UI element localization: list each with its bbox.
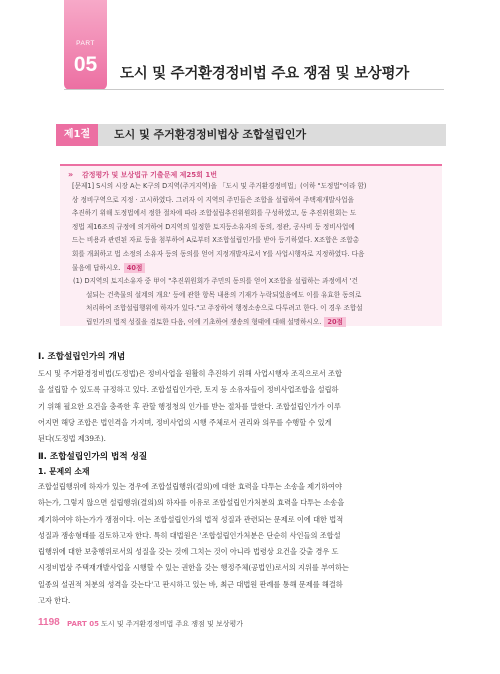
exam-question-line: 추진하기 위해 도정법에서 정한 절차에 따라 조합설립추진위원회를 구성하였고, 동 추진위원회는 도	[72, 209, 357, 218]
exam-body	[72, 180, 436, 330]
exam-subquestion-line: 처리하여 조합설립행위에 하자가 있다."고 주장하여 행정소송으로 다투려고 한다. 이 경우 조합설	[86, 304, 363, 313]
section-2-line: 일종의 설권적 처분의 성격을 갖는다'고 판시하고 있는 바, 최근 대법원 판례를 통해 문제를 해결하	[38, 579, 343, 589]
exam-subquestion-line	[72, 275, 436, 289]
subquestion-points-badge: 20점	[324, 317, 346, 327]
section-2-line: 고자 한다.	[38, 596, 71, 606]
section-heading	[56, 124, 446, 146]
section-2-line: 하는가, 그렇지 않으면 설립행위(결의)의 하자를 이유로 조합설립인가처분의 효력을 다투는 소송을	[38, 498, 345, 508]
section-2-heading: Ⅱ. 조합설립인가의 법적 성질	[38, 452, 148, 462]
part-tab	[64, 0, 107, 90]
section-title: 도시 및 주거환경정비법상 조합설립인가	[114, 128, 307, 141]
section-1-line: 된다(도정법 제39조).	[38, 434, 106, 444]
section-1-line: 기 위해 필요한 요건을 충족한 후 관할 행정청의 인가를 받는 절차를 말한다. 조합설립인가가 이루	[38, 401, 341, 411]
part-divider	[64, 89, 444, 90]
exam-question-line: 상 정비구역으로 지정 · 고시하였다. 그러자 이 지역의 주민들은 조합을 설립하여 주택재개발사업을	[72, 195, 355, 204]
section-2	[38, 450, 458, 609]
footer-title: 도시 및 주거환경정비법 주요 쟁점 및 보상평가	[101, 620, 244, 628]
subquestion-marker: (1)	[73, 277, 83, 286]
section-2-line: 제기하여야 하는가가 쟁점이다. 이는 조합설립인가의 법적 성질과 관련되는 문제로 이에 대한 법적	[38, 514, 344, 524]
exam-question-line-last	[72, 262, 436, 276]
section-2-line: 조합설립행위에 하자가 있는 경우에 조합설립행위(결의)에 대한 효력을 다투는 소송을 제기하여야	[38, 482, 342, 491]
running-footer	[67, 619, 243, 629]
part-number: 05	[73, 53, 98, 76]
exam-subquestion-line-last	[72, 316, 436, 330]
section-1	[38, 350, 458, 447]
section-2-line: 성질과 쟁송형태를 검토하고자 한다. 특히 대법원은 '조합설립인가처분은 단순히 사인들의 조합설	[38, 530, 341, 540]
double-chevron-icon: »	[68, 170, 74, 179]
section-2-line: 시정비법상 주택재개발사업을 시행할 수 있는 권한을 갖는 행정주체(공법인)로서의 지위를 부여하는	[38, 563, 349, 573]
part-label: PART	[76, 40, 95, 47]
exam-subquestion-line: 설되는 건축물의 설계의 개요' 등에 관한 항목 내용의 기재가 누락되었음에도 이를 유효한 동의로	[86, 290, 362, 299]
subquestion-text: 립인가의 법적 성질을 검토한 다음, 이에 기초하여 쟁송의 형태에 대해 설명하시오.	[86, 317, 322, 326]
exam-question-box	[60, 164, 442, 326]
exam-question-line: [문제1] S시의 시장 A는 K구의 D지역(주거지역)을 「도시 및 주거환경정비법」(이하 "도정법"이라 함)	[72, 182, 367, 190]
section-2-subheading: 1. 문제의 소재	[38, 467, 90, 476]
exam-question-line-text: 물음에 답하시오.	[72, 263, 121, 272]
section-number: 제1절	[56, 124, 98, 146]
exam-question-line: 드는 비용과 관련된 자료 등을 첨부하여 A로부터 X조합설립인가를 받아 등기하였다. X조합은 조합총	[72, 236, 360, 245]
exam-question-line: 정법 제16조의 규정에 의거하여 D지역의 일정한 토지등소유자의 동의, 정관, 공사비 등 정비사업에	[72, 222, 355, 231]
section-1-heading: Ⅰ. 조합설립인가의 개념	[38, 352, 126, 362]
exam-heading-text: 감정평가 및 보상법규 기출문제 제25회 1번	[82, 171, 217, 179]
subquestion-text: D지역의 토지소유자 중 甲이 "추진위원회가 주민의 동의를 얻어 X조합을 설립하는 과정에서 '건	[84, 277, 358, 286]
page-number: 1198	[38, 617, 60, 628]
section-1-line: 어지면 해당 조합은 법인격을 가지며, 정비사업의 시행 주체로서 권리와 의무를 수행할 수 있게	[38, 417, 332, 427]
exam-question-line: 회를 개최하고 법 소정의 소유자 등의 동의를 얻어 지정개발자로서 Y를 사업시행자로 지정하였다. 다음	[72, 249, 365, 258]
footer-part-label: PART 05	[67, 620, 99, 628]
section-1-line: 을 설립할 수 있도록 규정하고 있다. 조합설립인가란, 토지 등 소유자들이 정비사업조합을 설립하	[38, 385, 339, 395]
section-1-line: 도시 및 주거환경정비법(도정법)은 정비사업을 원활히 추진하기 위해 사업시행자 조직으로서 조합	[38, 369, 342, 378]
part-title: 도시 및 주거환경정비법 주요 쟁점 및 보상평가	[120, 66, 409, 82]
section-2-line: 립행위에 대한 보충행위로서의 성질을 갖는 것에 그치는 것이 아니라 법령상 요건을 갖출 경우 도	[38, 547, 339, 557]
question-points-badge: 40점	[124, 263, 146, 273]
